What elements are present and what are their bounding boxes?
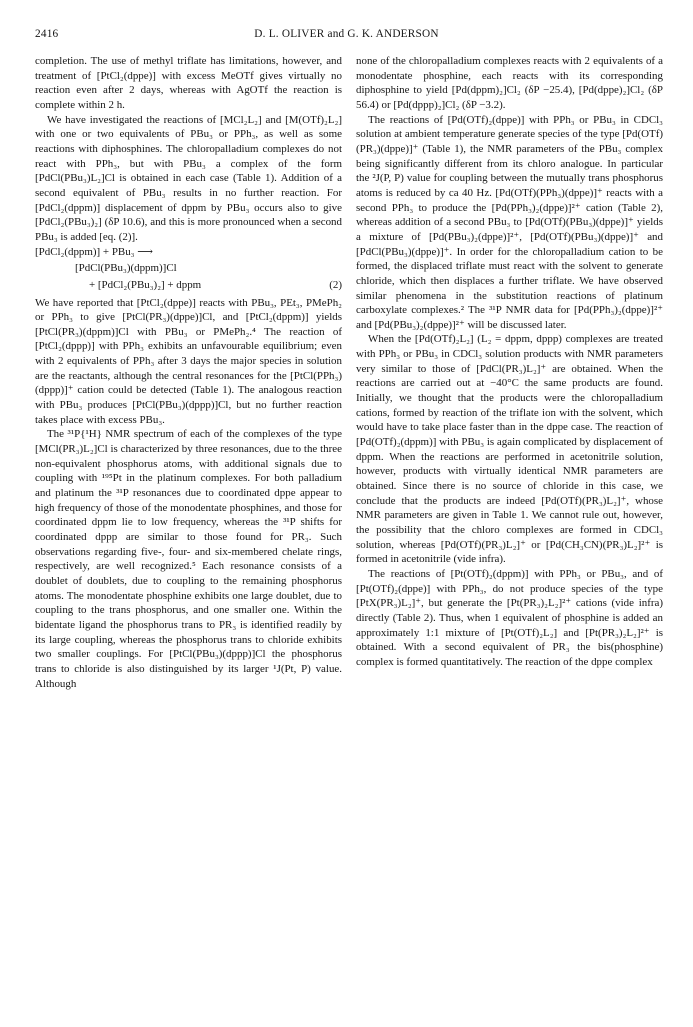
left-column [35,54,342,691]
paragraph: We have reported that [PtCl₂(dppe)] reacts with PBu₃, PEt₃, PMePh₂ or PPh₃ to give [PtCl(PR₃)(dppe)]Cl, and [PtCl₂(dppm)] yields [PtCl(PR₃)(dppm)]Cl with PBu₃ or PMePh₂.⁴ The reaction of [PtCl₂(dppp)] with PPh₃ exhibits an unfavourable equilibrium; even with 2 equivalents of PPh₃ after 3 days the major species in solution are the reactants, although the central resonances for the [PtCl(PPh₃)(dppp)]⁺ cation could be detected (Table 1). The analogous reaction with PBu₃ produces [PtCl(PBu₃)(dppp)]Cl, but no further reaction takes place with excess PBu₃. [35,296,342,426]
body-columns [35,54,663,691]
running-head: D. L. OLIVER and G. K. ANDERSON [254,28,439,40]
paragraph: none of the chloropalladium complexes reacts with 2 equivalents of a monodentate phosphine, each reacts with its corresponding diphosphine to yield [Pd(dppm)₂]Cl₂ (δP −25.4), [Pd(dppe)₂]Cl₂ (δP 56.4) or [Pd(dppp)₂]Cl₂ (δP −3.2). [356,55,663,111]
equation-line [35,278,342,293]
paragraph: The reactions of [Pd(OTf)₂(dppe)] with PPh₃ or PBu₃ in CDCl₃ solution at ambient temperature generate species of the type [Pd(OTf)(PR₃)(dppe)]⁺ (Table 1), the NMR parameters of the PBu₃ complex being significantly different from its chloro analogue. In particular the ²J(P, P) value for coupling between the mutually trans phosphorus atoms is reduced by ca 40 Hz. [Pd(OTf)(PPh₃)(dppe)]⁺ reacts with a second PPh₃ to produce the [Pd(PPh₃)₂(dppe)]²⁺ cation (Table 2), whereas addition of a second PBu₃ to [Pd(OTf)(PBu₃)(dppe)]⁺ yields a mixture of [Pd(PBu₃)₂(dppe)]²⁺, [Pd(OTf)(PBu₃)(dppe)]⁺ and [PdCl(PBu₃)(dppe)]⁺. In order for the chloropalladium cation to be formed, the displaced triflate must react with the solvent to generate chloride, which then displaces a further triflate. We have observed similar phenomena in the substitution reactions of platinum carboxylate complexes.² The ³¹P NMR data for [Pd(PPh₃)₂(dppe)]²⁺ and [Pd(PBu₃)₂(dppe)]²⁺ will be discussed later. [356,113,663,331]
paragraph: The ³¹P{¹H} NMR spectrum of each of the complexes of the type [MCl(PR₃)L₂]Cl is characterized by three resonances, due to the three non-equivalent phosphorus atoms, with additional signals due to coupling with ¹⁹⁵Pt in the platinum complexes. For both palladium and platinum the ³¹P resonances due to coordinated dppe appear to high frequency of those of the monodentate phosphines, and those for coordinated dppm lie to low frequency, whereas the ³¹P shifts for coordinated dppp are similar to those found for PR₃. Such observations regarding five-, four- and six-membered chelate rings, respectively, are well recognized.⁵ Each resonance consists of a doublet of doublets, due to coupling to the remaining phosphorus atoms. The monodentate phosphine exhibits one large doublet, due to coupling to the trans phosphorus, and one smaller one. Within the bidentate ligand the phosphorus trans to PR₃ is identified readily by its large coupling, whereas the phosphorus trans to chloride exhibits two smaller couplings. For [PtCl(PBu₃)(dppp)]Cl the phosphorus trans to chloride is also distinguished by its larger ¹J(Pt, P) value. Although [35,428,342,690]
page-number: 2416 [35,28,59,40]
paragraph: We have investigated the reactions of [MCl₂L₂] and [M(OTf)₂L₂] with one or two equivalents of PBu₃ or PPh₃, as well as some reactions with diphosphines. The chloropalladium complexes do not react with PPh₃, but with PBu₃ a complex of the form [PdCl(PBu₃)L₂]Cl is obtained in each case (Table 1). Addition of a second equivalent of PBu₃ results in no further reaction. For [PdCl₂(dppm)] displacement of dppm by PBu₃ occurs also to give [PdCl₂(PBu₃)₂] (δP 10.6), and this is more pronounced when a second PBu₃ is added [eq. (2)]. [35,113,342,243]
paragraph: The reactions of [Pt(OTf)₂(dppm)] with PPh₃ or PBu₃, and of [Pt(OTf)₂(dppe)] with PPh₃, do not produce species of the type [PtX(PR₃)L₂]⁺, but generate the [Pt(PR₃)₂L₂]²⁺ cations (vide infra) directly (Table 2). Thus, when 1 equivalent of phosphine is added an approximately 1:1 mixture of [Pt(OTf)₂L₂] and [Pt(PR₃)₂L₂]²⁺ is obtained. With a second equivalent of PR₃ the bis(phosphine) complex is formed quantitatively. The reaction of the dppe complex [356,567,663,668]
equation-text: + [PdCl₂(PBu₃)₂] + dppm [89,278,202,291]
paragraph: completion. The use of methyl triflate has limitations, however, and treatment of [PtCl₂(dppe)] with excess MeOTf gives virtually no reaction even after 2 days, whereas with AgOTf the reaction is complete within 2 h. [35,55,342,111]
page-header [32,28,661,48]
paragraph: When the [Pd(OTf)₂L₂] (L₂ = dppm, dppp) complexes are treated with PPh₃ or PBu₃ in CDCl₃ solution products with NMR parameters very similar to those of [PdCl(PR₃)L₂]⁺ are obtained. When the reactions are carried out at −40°C the same products are found. Initially, we thought that the products were the chloropalladium cations, formed by reaction of the triflate ion with the solvent, which would have to take place faster than in the dppe case. The reaction of [Pd(OTf)₂(dppm)] with PBu₃ is again complicated by displacement of dppm. When the reactions are performed in acetonitrile solution, however, products with virtually identical NMR parameters are obtained. Since there is no source of chloride in this case, we conclude that the products are indeed [Pd(OTf)(PR₃)L₂]⁺, whose NMR parameters are given in Table 1. We cannot rule out, however, the possibility that the chloro complexes are formed in CDCl₃ solution, whereas [Pd(OTf)(PR₃)L₂]⁺ or [Pd(CH₃CN)(PR₃)L₂]²⁺ is formed in acetonitrile (vide infra). [356,333,663,566]
equation-line: [PdCl₂(dppm)] + PBu₃ ⟶ [35,245,153,258]
equation-line: [PdCl(PBu₃)(dppm)]Cl [75,262,177,275]
equation-2 [35,245,342,293]
right-column [356,54,663,691]
equation-number: (2) [329,278,342,291]
